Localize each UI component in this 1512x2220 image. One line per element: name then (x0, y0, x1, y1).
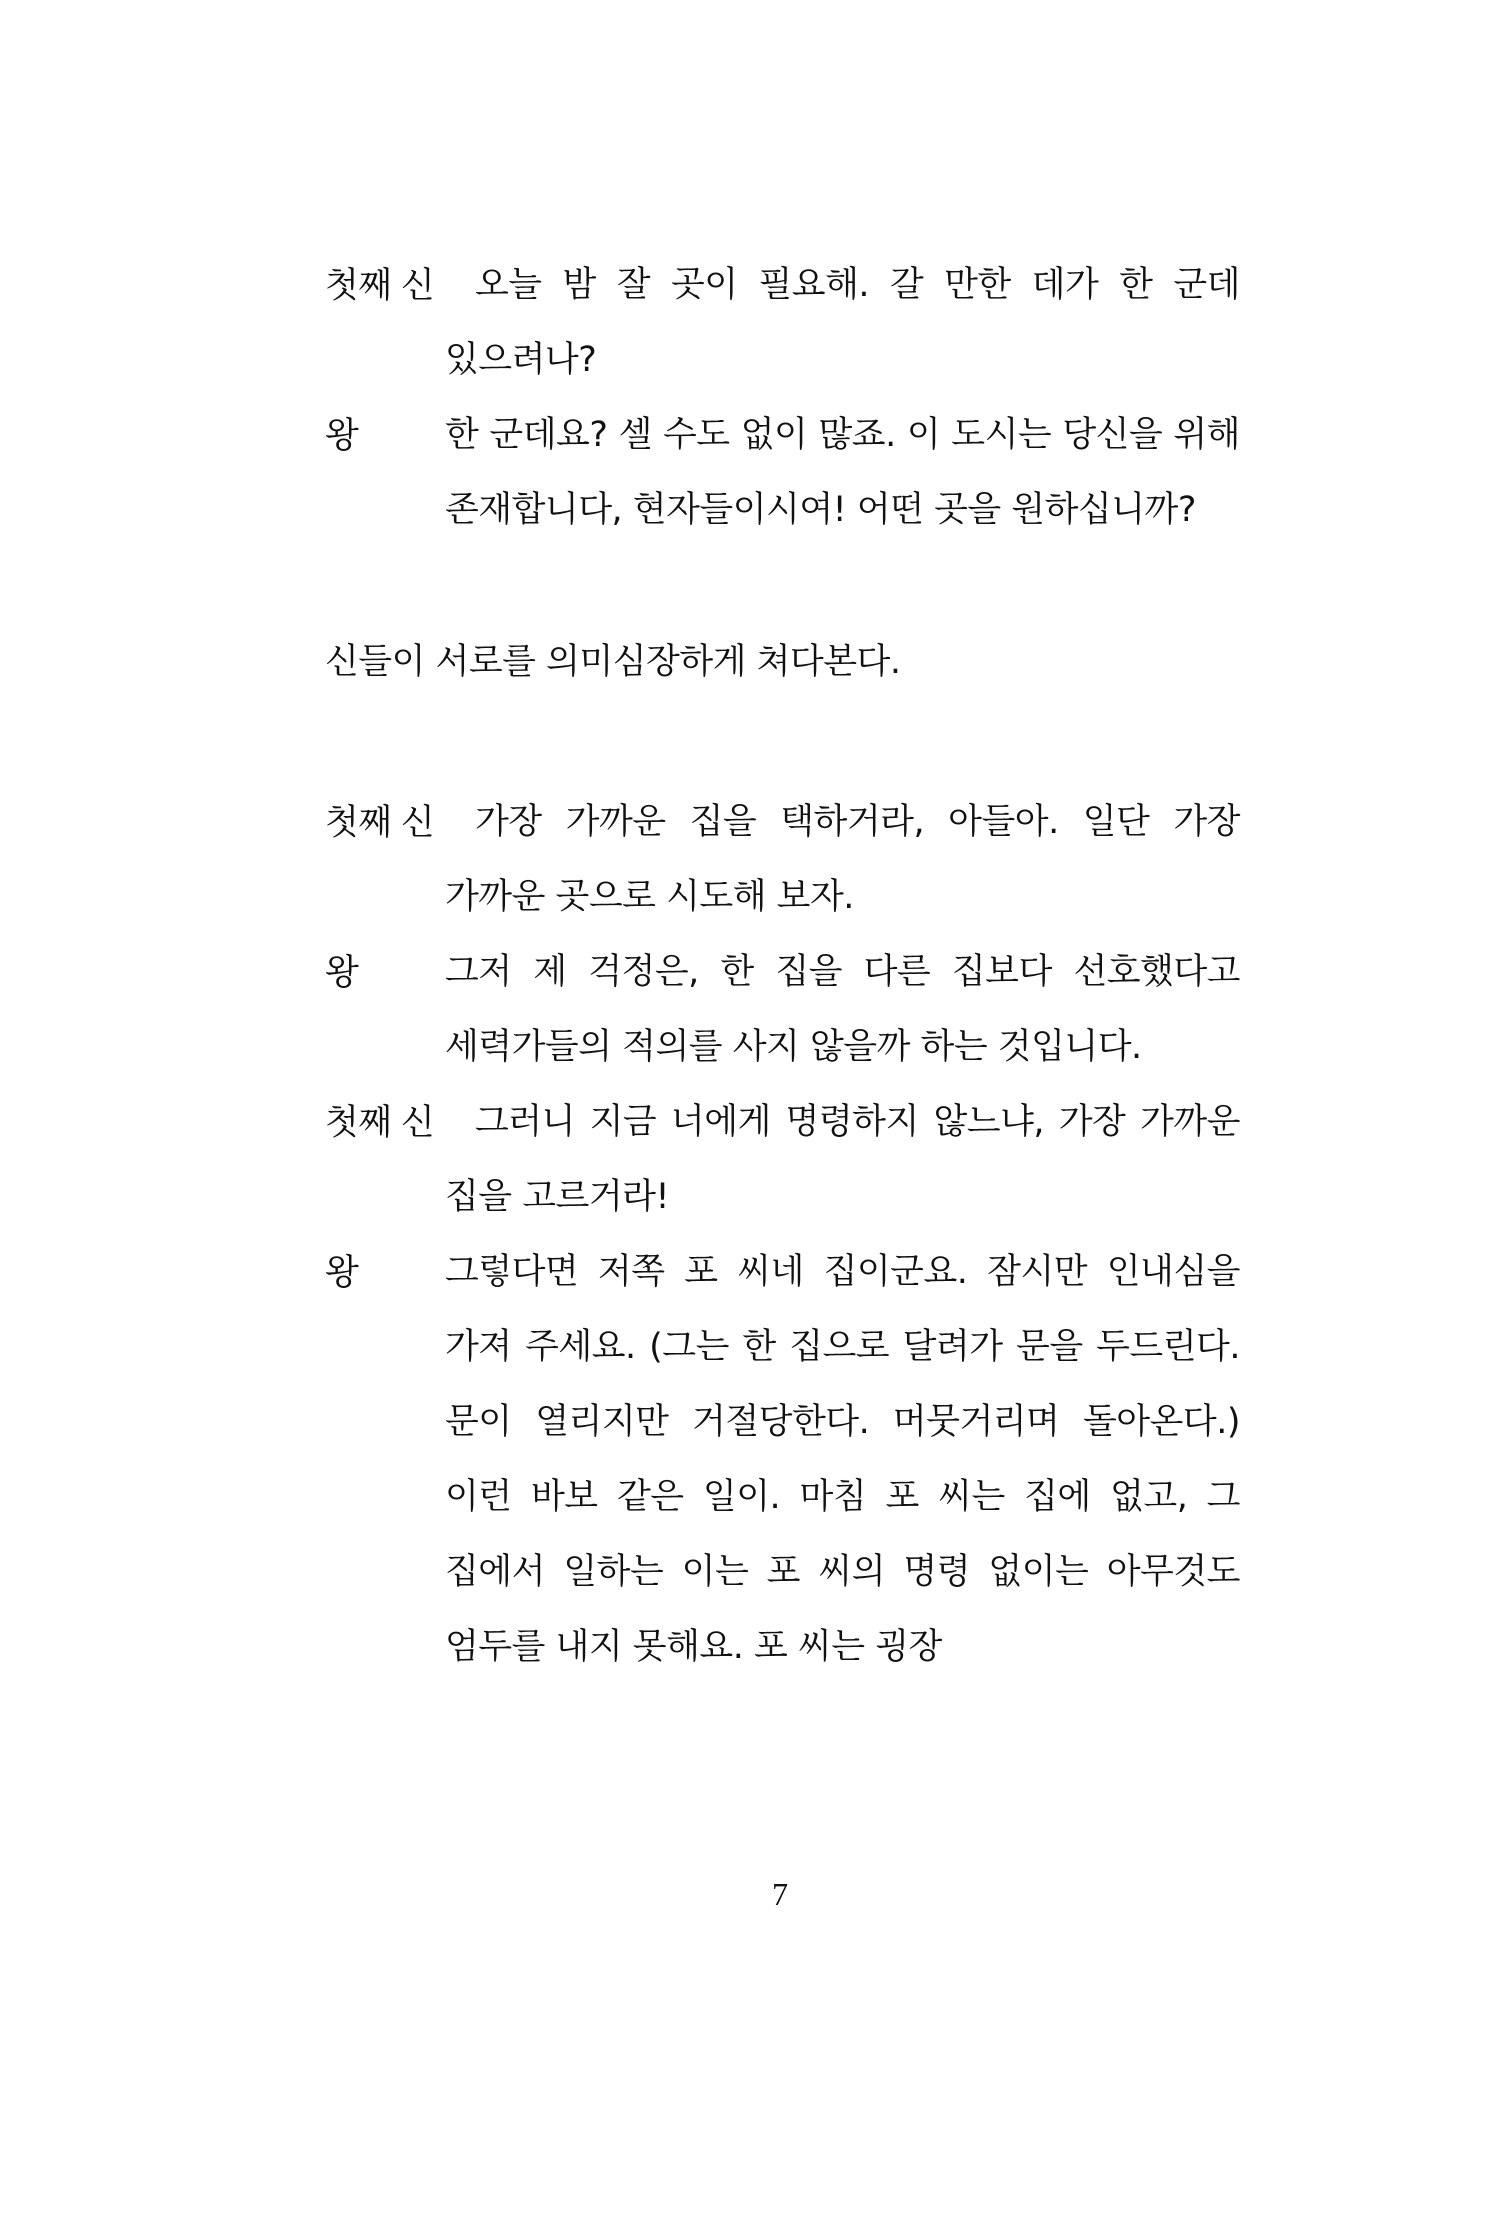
dialogue-text: 가장 가까운 집을 택하거라, 아들아. 일단 가장 가까운 곳으로 시도해 보자. (445, 802, 1240, 917)
stage-direction: 신들이 서로를 의미심장하게 쳐다본다. (325, 642, 901, 682)
dialogue-text: 그렇다면 저쪽 포 씨네 집이군요. 잠시만 인내심을 가져 주세요. (그는 한 집으로 달려가 문을 두드린다. 문이 열리지만 거절당한다. 머뭇거리며 돌아온다.) 이런 바보 같은 일이. 마침 포 씨는 집에 없고, 그 집에서 일하는 이는 포 씨의 명령 없이는 아무것도 엄두를 내지 못해요. 포 씨는 굉장 (445, 1252, 1240, 1667)
dialogue-text: 오늘 밤 잘 곳이 필요해. 갈 만한 데가 한 군데 있으려나? (445, 265, 1240, 380)
dialogue-text: 한 군데요? 셀 수도 없이 많죠. 이 도시는 당신을 위해 존재합니다, 현자들이시여! 어떤 곳을 원하십니까? (445, 415, 1240, 530)
dialogue-entry (325, 785, 1240, 935)
page-number: 7 (772, 1876, 788, 1912)
speaker-label: 왕 (325, 416, 359, 455)
dialogue-entry (325, 248, 1240, 398)
dialogue-entry (325, 1085, 1240, 1235)
script-body (325, 248, 1240, 1685)
dialogue-entry (325, 935, 1240, 1085)
speaker-label: 첫째 신 (325, 1103, 435, 1142)
dialogue-text: 그저 제 걱정은, 한 집을 다른 집보다 선호했다고 세력가들의 적의를 사지 않을까 하는 것입니다. (445, 952, 1240, 1067)
dialogue-text: 그러니 지금 너에게 명령하지 않느냐, 가장 가까운 집을 고르거라! (445, 1102, 1240, 1217)
dialogue-entry (325, 1235, 1240, 1685)
speaker-label: 첫째 신 (325, 803, 435, 842)
speaker-label: 왕 (325, 1253, 359, 1292)
speaker-label: 첫째 신 (325, 266, 435, 305)
speaker-label: 왕 (325, 953, 359, 992)
dialogue-entry (325, 398, 1240, 548)
